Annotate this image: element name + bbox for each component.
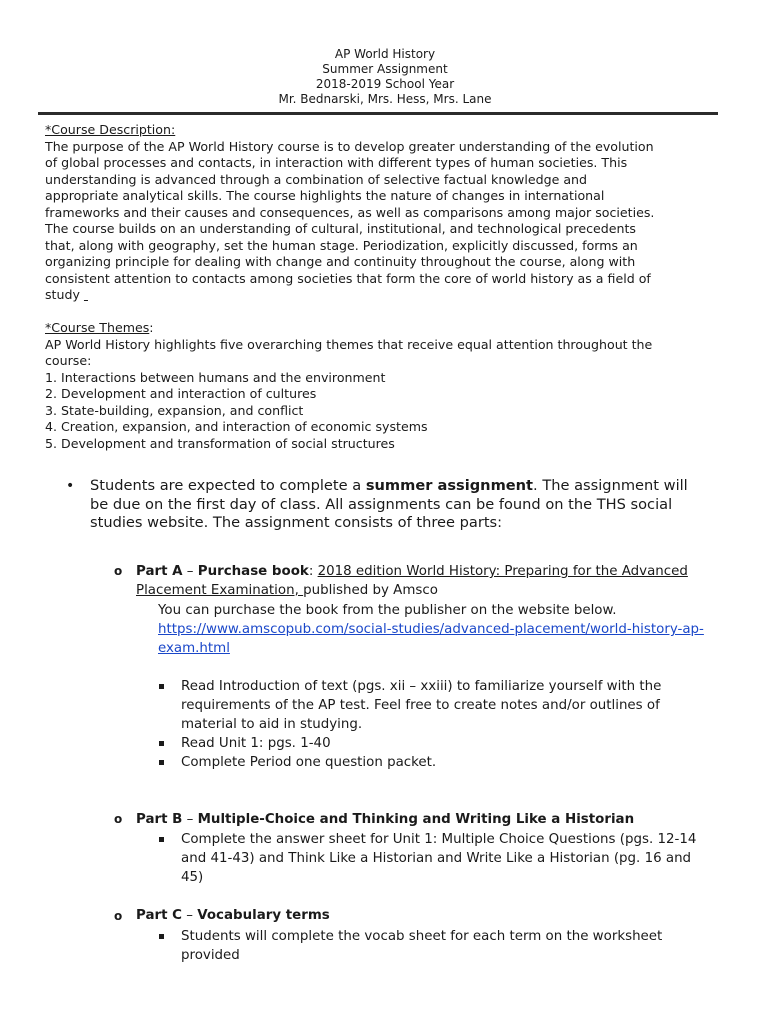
themes-intro-line: course: — [45, 353, 92, 368]
description-line: understanding is advanced through a combination of selective factual knowledge and — [45, 171, 588, 187]
part-c-marker: o — [114, 909, 123, 923]
theme-item: 5. Development and transformation of social structures — [45, 435, 395, 451]
course-themes: *Course Themes: AP World History highlights five overarching themes that receive equal attention throughout the course: 1. Interactions between humans and the environment 2. Development and interaction of cultures 3. State-building, expansion, and conflict 4. Creation, expansion, and interaction of economic systems 5. Development and transformation of social structures — [45, 320, 725, 452]
task-vocab-sheet: Students will complete the vocab sheet for each term on the worksheet provided — [181, 929, 663, 963]
description-line: The purpose of the AP World History course is to develop greater understanding of the evolution — [45, 138, 654, 154]
part-b-marker: o — [114, 812, 123, 826]
course-themes-heading: *Course Themes — [45, 320, 150, 335]
square-bullet — [159, 760, 164, 765]
header-divider — [38, 112, 718, 115]
square-bullet — [159, 837, 164, 842]
school-year: 2018-2019 School Year — [315, 77, 455, 91]
book-title: 2018 edition World History: Preparing for the Advanced — [317, 564, 688, 579]
description-line: consistent attention to contacts among societies that form the core of world history as a field of — [45, 270, 651, 286]
publisher: published by Amsco — [303, 583, 438, 598]
part-a-marker: o — [114, 564, 123, 578]
part-a-heading-cont — [136, 581, 438, 600]
description-line: frameworks and their causes and consequences, as well as comparisons among major societies. — [45, 204, 655, 220]
description-line: The course builds on an understanding of cultural, institutional, and technological precedents — [45, 221, 636, 236]
teacher-names: Mr. Bednarski, Mrs. Hess, Mrs. Lane — [278, 92, 492, 106]
square-bullet — [159, 741, 164, 746]
task-question-packet: Complete Period one question packet. — [181, 755, 437, 770]
description-line: that, along with geography, set the human stage. Periodization, explicitly discussed, forms an — [45, 237, 638, 253]
task-read-introduction: Read Introduction of text (pgs. xii – xxiii) to familiarize yourself with the requirements of the AP test. Feel free to create notes and/or outlines of material to aid in studying. — [181, 679, 662, 732]
description-line: of global processes and contacts, in interaction with different types of human societies. This — [45, 155, 628, 170]
description-line: appropriate analytical skills. The course highlights the nature of changes in international — [45, 188, 605, 203]
summer-assignment-bold: summer assignment — [365, 477, 534, 494]
square-bullet — [159, 684, 164, 689]
square-bullet — [159, 934, 164, 939]
purchase-text: You can purchase the book from the publisher on the website below. — [158, 603, 617, 618]
themes-intro-line: AP World History highlights five overarching themes that receive equal attention throughout the — [45, 336, 653, 352]
task-read-unit-1: Read Unit 1: pgs. 1-40 — [181, 736, 331, 751]
part-a-heading: Part A – Purchase book: 2018 edition World History: Preparing for the Advanced — [136, 564, 688, 579]
theme-item: 1. Interactions between humans and the environment — [45, 369, 386, 385]
theme-item: 2. Development and interaction of cultures — [45, 386, 317, 401]
summer-bullet: • — [66, 478, 75, 494]
summer-assignment-text: Students are expected to complete a summer assignment. The assignment will be due on the first day of class. All assignments can be found on the THS social studies website. The assignment consists of three parts: — [90, 477, 688, 531]
description-line: organizing principle for dealing with change and continuity throughout the course, along with — [45, 254, 636, 269]
theme-item: 4. Creation, expansion, and interaction of economic systems — [45, 419, 428, 434]
doc-subtitle: Summer Assignment — [322, 62, 448, 76]
part-b-heading: Part B – Multiple-Choice and Thinking and Writing Like a Historian — [136, 812, 635, 827]
theme-item: 3. State-building, expansion, and conflict — [45, 402, 304, 418]
publisher-link[interactable]: https://www.amscopub.com/social-studies/advanced-placement/world-history-ap- — [158, 622, 704, 637]
part-c-heading: Part C – Vocabulary terms — [136, 908, 330, 923]
course-description-heading: *Course Description: — [45, 122, 176, 137]
book-title-cont: Placement Examination, — [136, 583, 304, 598]
publisher-link-cont[interactable]: exam.html — [158, 641, 230, 656]
description-line — [45, 287, 725, 304]
task-answer-sheet: Complete the answer sheet for Unit 1: Multiple Choice Questions (pgs. 12-14 and 41-43) and Think Like a Historian and Write Like a Historian (pg. 16 and 45) — [181, 832, 697, 885]
description-last-line: study — [45, 287, 80, 302]
doc-title: AP World History — [334, 47, 436, 61]
course-description — [45, 122, 725, 304]
